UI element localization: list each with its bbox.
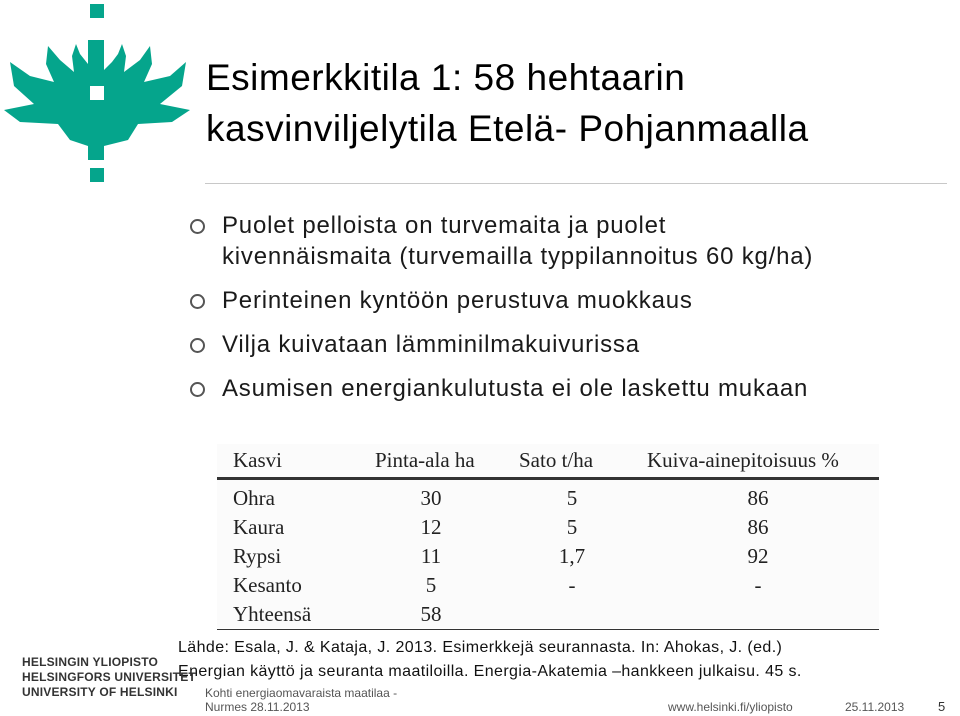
bullet-circle-icon xyxy=(190,294,205,309)
slide-title xyxy=(206,52,946,154)
table-cell: 5 xyxy=(566,486,578,510)
table-cell: - xyxy=(568,573,576,597)
bullet-item xyxy=(190,329,960,360)
table-cell: 30 xyxy=(420,486,442,510)
header-kuiva-aine: Kuiva-ainepitoisuus % xyxy=(637,444,879,479)
table-cell: 5 xyxy=(425,573,437,597)
table-cell: Rypsi xyxy=(233,544,282,568)
bullet-list xyxy=(190,210,960,417)
bullet-item xyxy=(190,373,960,404)
table-cell xyxy=(637,600,879,630)
table-cell: 11 xyxy=(420,544,442,568)
source-citation xyxy=(178,636,958,684)
table-cell: 86 xyxy=(747,515,769,539)
table-cell: Kesanto xyxy=(233,573,302,597)
crop-table-image xyxy=(217,444,879,628)
university-name-sv: HELSINGFORS UNIVERSITET xyxy=(22,670,196,684)
bullet-circle-icon xyxy=(190,382,205,397)
bullet-item xyxy=(190,285,960,316)
table-cell: 5 xyxy=(566,515,578,539)
footer-date: 25.11.2013 xyxy=(845,700,905,714)
table-cell: 12 xyxy=(420,515,442,539)
bullet-text: Puolet pelloista on turvemaita ja puolet xyxy=(222,212,667,239)
footer-url: www.helsinki.fi/yliopisto xyxy=(668,700,793,714)
title-line-1: Esimerkkitila 1: 58 hehtaarin xyxy=(206,57,686,98)
header-kasvi: Kasvi xyxy=(217,444,355,479)
university-name-en: UNIVERSITY OF HELSINKI xyxy=(22,685,178,699)
bullet-circle-icon xyxy=(190,338,205,353)
table-cell xyxy=(507,600,637,630)
page-number: 5 xyxy=(938,699,946,714)
table-cell: 58 xyxy=(355,600,507,630)
table-header-row xyxy=(217,444,879,479)
university-wordmark xyxy=(22,655,202,700)
table-row xyxy=(217,479,879,514)
source-line-2: Energian käyttö ja seuranta maatiloilla. Energia-Akatemia –hankkeen julkaisu. 45 s. xyxy=(178,663,802,680)
table-row xyxy=(217,542,879,571)
footer-event xyxy=(205,686,397,714)
table-row xyxy=(217,571,879,600)
bullet-text: Asumisen energiankulutusta ei ole laskettu mukaan xyxy=(222,375,809,402)
header-sato: Sato t/ha xyxy=(507,444,637,479)
helsinki-flame-logo-icon xyxy=(0,0,200,200)
table-cell: 1,7 xyxy=(558,544,586,568)
footer-event-line-2: Nurmes 28.11.2013 xyxy=(205,700,310,714)
table-cell: Ohra xyxy=(233,486,275,510)
footer-event-line-1: Kohti energiaomavaraista maatilaa - xyxy=(205,686,398,700)
source-line-1: Lähde: Esala, J. & Kataja, J. 2013. Esimerkkejä seurannasta. In: Ahokas, J. (ed.) xyxy=(178,639,783,656)
university-name-fi: HELSINGIN YLIOPISTO xyxy=(22,655,159,669)
header-pinta-ala: Pinta-ala ha xyxy=(355,444,507,479)
table-cell: 92 xyxy=(747,544,769,568)
table-cell: 86 xyxy=(747,486,769,510)
table-cell: - xyxy=(754,573,762,597)
table-row xyxy=(217,513,879,542)
table-cell: Kaura xyxy=(233,515,285,539)
bullet-item xyxy=(190,210,960,272)
bullet-circle-icon xyxy=(190,219,205,234)
table-row-total xyxy=(217,600,879,630)
table-cell: Yhteensä xyxy=(217,600,355,630)
bullet-text: Perinteinen kyntöön perustuva muokkaus xyxy=(222,287,693,314)
crop-table xyxy=(217,444,879,630)
bullet-text-cont: kivennäismaita (turvemailla typpilannoitus 60 kg/ha) xyxy=(222,243,814,270)
title-line-2: kasvinviljelytila Etelä- Pohjanmaalla xyxy=(206,108,809,149)
bullet-text: Vilja kuivataan lämminilmakuivurissa xyxy=(222,331,640,358)
title-divider xyxy=(205,183,947,184)
